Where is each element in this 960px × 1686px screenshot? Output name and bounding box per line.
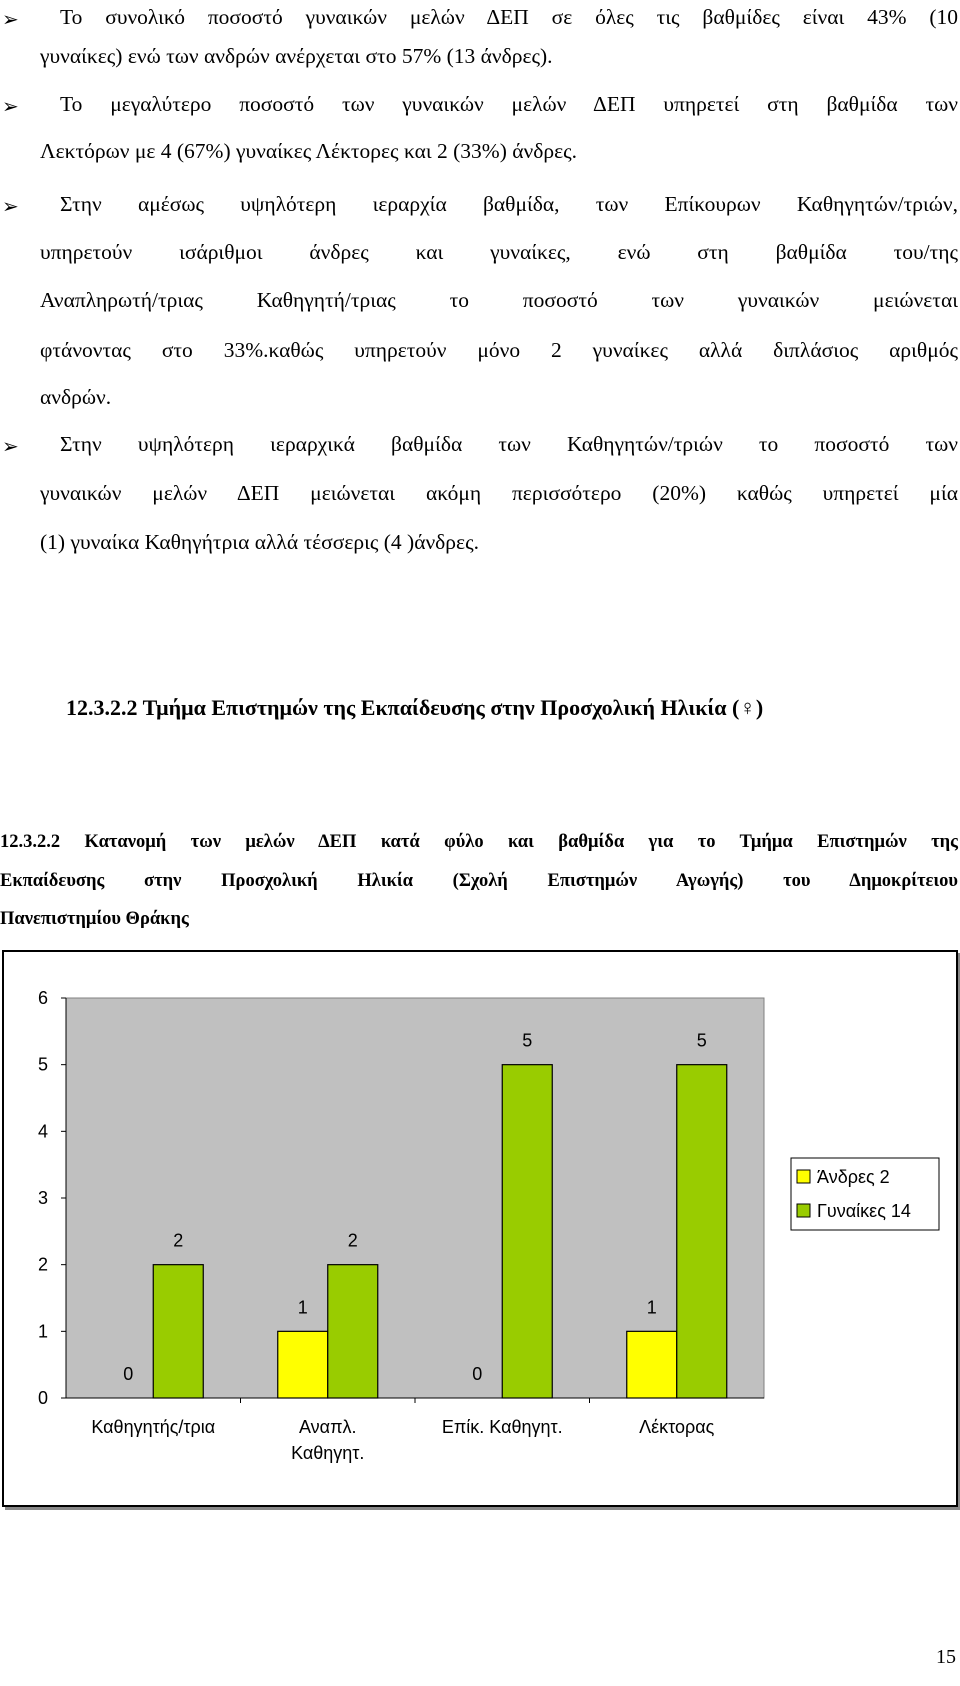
bullet-1-line-2: γυναίκες) ενώ των ανδρών ανέρχεται στο 57% (13 άνδρες). <box>40 44 553 68</box>
bullet-3-line-4: φτάνοντας στο 33%.καθώς υπηρετούν μόνο 2 γυναίκες αλλά διπλάσιος αριθμός <box>40 338 958 362</box>
data-label: 5 <box>696 1030 707 1051</box>
data-label: 1 <box>646 1297 657 1318</box>
figure-caption-line-2: Εκπαίδευσης στην Προσχολική Ηλικία (Σχολή Επιστημών Αγωγής) του Δημοκρίτειου <box>0 871 958 891</box>
x-tick-label: Καθηγητ. <box>291 1443 365 1463</box>
bar <box>153 1265 203 1398</box>
figure-caption-line-1: 12.3.2.2 Κατανομή των μελών ΔΕΠ κατά φύλο και βαθμίδα για το Τμήμα Επιστημών της <box>0 832 958 852</box>
legend-label: Άνδρες 2 <box>817 1167 890 1187</box>
bullet-3-line-5: ανδρών. <box>40 385 112 409</box>
bullet-4-line-3: (1) γυναίκα Καθηγήτρια αλλά τέσσερις (4 )άνδρες. <box>40 530 479 554</box>
bullet-1-line-1: Το συνολικό ποσοστό γυναικών μελών ΔΕΠ σε όλες τις βαθμίδες είναι 43% (10 <box>60 5 958 29</box>
bullet-2-line-1: Το μεγαλύτερο ποσοστό των γυναικών μελών ΔΕΠ υπηρετεί στη βαθμίδα των <box>60 92 958 116</box>
bar <box>627 1331 677 1398</box>
legend-swatch <box>797 1204 810 1217</box>
bullet-arrow-icon: ➢ <box>2 94 19 118</box>
y-tick-label: 0 <box>37 1388 48 1408</box>
bar <box>278 1331 328 1398</box>
bullet-arrow-icon: ➢ <box>2 434 19 458</box>
x-tick-label: Λέκτορας <box>639 1417 715 1437</box>
page-number: 15 <box>936 1646 956 1668</box>
bullet-arrow-icon: ➢ <box>2 194 19 218</box>
legend-label: Γυναίκες 14 <box>817 1201 911 1221</box>
y-tick-label: 4 <box>37 1121 48 1142</box>
data-label: 5 <box>522 1030 533 1051</box>
section-heading: 12.3.2.2 Τμήμα Επιστημών της Εκπαίδευσης στην Προσχολική Ηλικία (♀) <box>66 695 764 720</box>
bar <box>502 1065 552 1398</box>
y-tick-label: 2 <box>37 1254 48 1275</box>
x-tick-label: Αναπλ. <box>298 1417 357 1437</box>
bullet-3-line-2: υπηρετούν ισάριθμοι άνδρες και γυναίκες, ενώ στη βαθμίδα του/της <box>40 240 958 264</box>
bullet-3-line-1: Στην αμέσως υψηλότερη ιεραρχία βαθμίδα, των Επίκουρων Καθηγητών/τριών, <box>60 192 958 216</box>
bar <box>677 1065 727 1398</box>
y-tick-label: 6 <box>37 988 48 1008</box>
chart-frame <box>2 950 958 1507</box>
figure-caption-line-3: Πανεπιστημίου Θράκης <box>0 909 189 929</box>
data-label: 1 <box>297 1297 308 1318</box>
bar <box>328 1265 378 1398</box>
x-tick-label: Επίκ. Καθηγητ. <box>441 1417 563 1437</box>
y-tick-label: 1 <box>37 1321 48 1342</box>
legend-swatch <box>797 1170 810 1183</box>
bar-chart <box>4 952 956 1505</box>
data-label: 2 <box>173 1230 184 1251</box>
y-tick-label: 3 <box>37 1188 48 1208</box>
bullet-2-line-2: Λεκτόρων με 4 (67%) γυναίκες Λέκτορες και 2 (33%) άνδρες. <box>40 139 578 163</box>
bullet-3-line-3: Αναπληρωτή/τριας Καθηγητή/τριας το ποσοστό των γυναικών μειώνεται <box>40 288 958 312</box>
bullet-4-line-2: γυναικών μελών ΔΕΠ μειώνεται ακόμη περισσότερο (20%) καθώς υπηρετεί μία <box>40 481 958 505</box>
data-label: 0 <box>472 1364 483 1384</box>
x-tick-label: Καθηγητής/τρια <box>91 1417 216 1437</box>
data-label: 2 <box>347 1230 358 1251</box>
data-label: 0 <box>123 1364 134 1384</box>
y-tick-label: 5 <box>37 1054 48 1075</box>
bullet-4-line-1: Στην υψηλότερη ιεραρχικά βαθμίδα των Καθηγητών/τριών το ποσοστό των <box>60 432 958 456</box>
bullet-arrow-icon: ➢ <box>2 7 19 31</box>
